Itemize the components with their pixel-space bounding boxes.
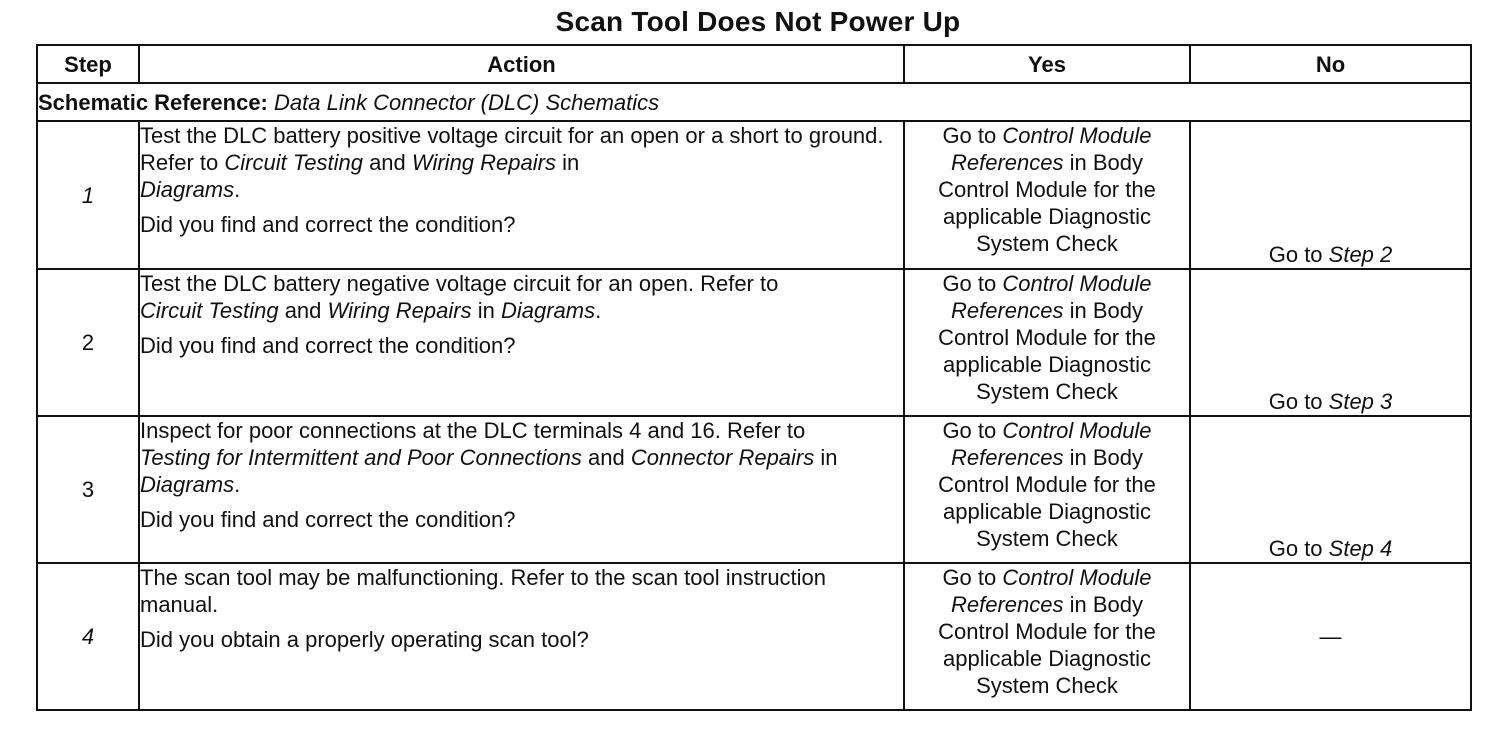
action-cell	[139, 416, 904, 563]
yes-cell: Go to Control Module References in Body Control Module for the applicable Diagnostic System Check	[904, 416, 1190, 563]
yes-cell: Go to Control Module References in Body Control Module for the applicable Diagnostic System Check	[904, 121, 1190, 269]
action-text: Test the DLC battery positive voltage circuit for an open or a short to ground. Refer to Circuit Testing and Wiring Repairs in Diagrams.	[140, 123, 884, 202]
yes-cell: Go to Control Module References in Body Control Module for the applicable Diagnostic System Check	[904, 269, 1190, 416]
step-number: 4	[37, 563, 139, 710]
page-title: Scan Tool Does Not Power Up	[555, 6, 961, 37]
step-number: 2	[37, 269, 139, 416]
action-text: Test the DLC battery negative voltage circuit for an open. Refer to Circuit Testing and Wiring Repairs in Diagrams.	[140, 271, 779, 323]
table-row	[37, 269, 1471, 416]
action-question: Did you find and correct the condition?	[140, 507, 516, 532]
header-row	[37, 45, 1471, 83]
schematic-reference-cell	[37, 83, 1471, 121]
diagnostic-table	[36, 44, 1472, 711]
table-row	[37, 563, 1471, 710]
no-cell: Go to Step 3	[1190, 269, 1471, 416]
action-question: Did you find and correct the condition?	[140, 212, 516, 237]
no-cell: Go to Step 2	[1190, 121, 1471, 269]
header-no: No	[1190, 45, 1471, 83]
schematic-reference-label: Schematic Reference:	[38, 89, 268, 115]
schematic-reference-row	[37, 83, 1471, 121]
yes-cell: Go to Control Module References in Body Control Module for the applicable Diagnostic System Check	[904, 563, 1190, 710]
action-text: Inspect for poor connections at the DLC terminals 4 and 16. Refer to Testing for Intermittent and Poor Connections and Connector Repairs in Diagrams.	[140, 418, 838, 497]
action-cell	[139, 563, 904, 710]
table-row	[37, 121, 1471, 269]
table-row	[37, 416, 1471, 563]
header-yes: Yes	[904, 45, 1190, 83]
no-cell: —	[1190, 563, 1471, 710]
schematic-reference-link: Data Link Connector (DLC) Schematics	[274, 89, 660, 115]
action-text: The scan tool may be malfunctioning. Refer to the scan tool instruction manual.	[140, 565, 827, 617]
action-question: Did you find and correct the condition?	[140, 333, 516, 358]
step-number: 1	[37, 121, 139, 269]
no-cell: Go to Step 4	[1190, 416, 1471, 563]
action-cell	[139, 121, 904, 269]
action-cell	[139, 269, 904, 416]
step-number: 3	[37, 416, 139, 563]
action-question: Did you obtain a properly operating scan tool?	[140, 627, 589, 652]
header-action: Action	[139, 45, 904, 83]
header-step: Step	[37, 45, 139, 83]
